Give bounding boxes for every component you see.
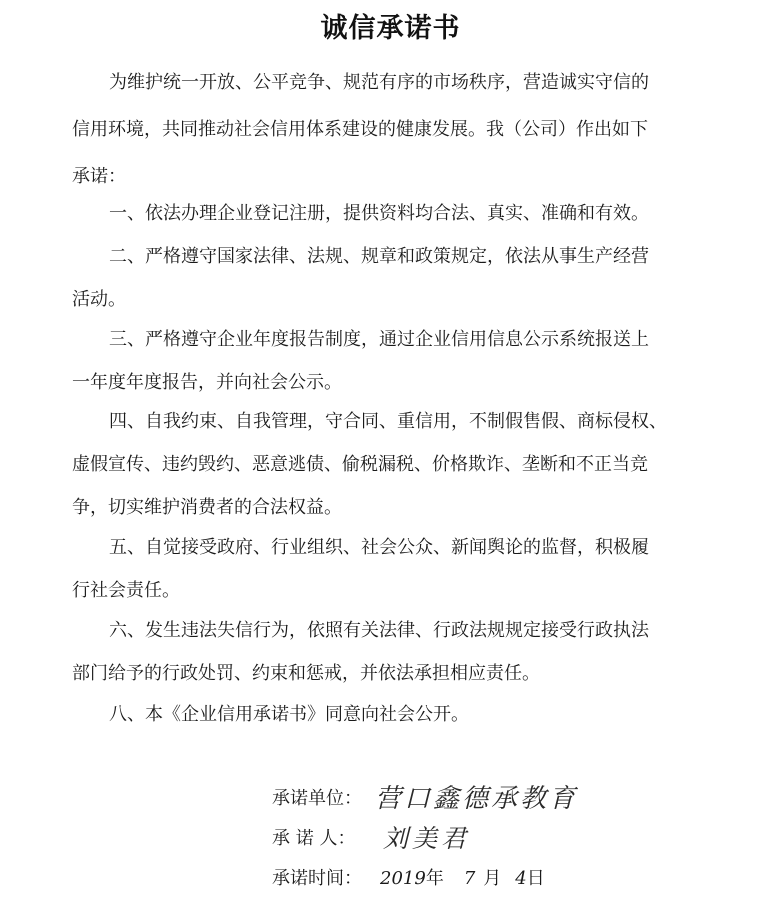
body-line: 四、自我约束、自我管理，守合同、重信用，不制假售假、商标侵权、 [109,411,667,432]
body-line: 行社会责任。 [72,580,180,601]
date-day-unit: 日 [526,868,545,889]
date-month-unit: 月 [483,868,502,889]
date-year: 2019 [380,868,426,889]
body-line: 一、依法办理企业登记注册，提供资料均合法、真实、准确和有效。 [109,203,649,224]
unit-label: 承诺单位： [272,788,362,809]
time-label: 承诺时间： [272,868,362,889]
unit-signature: 营口鑫德承教育 [375,784,579,814]
page-title: 诚信承诺书 [320,13,461,44]
body-line: 八、本《企业信用承诺书》同意向社会公开。 [109,704,469,725]
body-line: 三、严格遵守企业年度报告制度，通过企业信用信息公示系统报送上 [109,329,649,350]
body-line: 为维护统一开放、公平竞争、规范有序的市场秩序，营造诚实守信的 [109,72,649,93]
body-line: 争，切实维护消费者的合法权益。 [72,497,342,518]
date-month: 7 [463,868,476,889]
person-signature: 刘美君 [383,824,471,853]
body-line: 活动。 [72,289,126,310]
date-year-unit: 年 [425,868,444,889]
date-day: 4 [515,868,527,889]
body-line: 二、严格遵守国家法律、法规、规章和政策规定，依法从事生产经营 [109,246,649,267]
body-line: 一年度年度报告，并向社会公示。 [72,372,342,393]
person-label: 承 诺 人： [272,828,356,849]
body-line: 五、自觉接受政府、行业组织、社会公众、新闻舆论的监督，积极履 [109,537,649,558]
body-line: 虚假宣传、违约毁约、恶意逃债、偷税漏税、价格欺诈、垄断和不正当竞 [72,454,648,475]
body-line: 承诺： [72,166,126,187]
body-line: 部门给予的行政处罚、约束和惩戒，并依法承担相应责任。 [72,663,540,684]
body-line: 信用环境，共同推动社会信用体系建设的健康发展。我（公司）作出如下 [72,119,648,140]
commitment-date [272,867,545,891]
body-line: 六、发生违法失信行为，依照有关法律、行政法规规定接受行政执法 [109,620,649,641]
